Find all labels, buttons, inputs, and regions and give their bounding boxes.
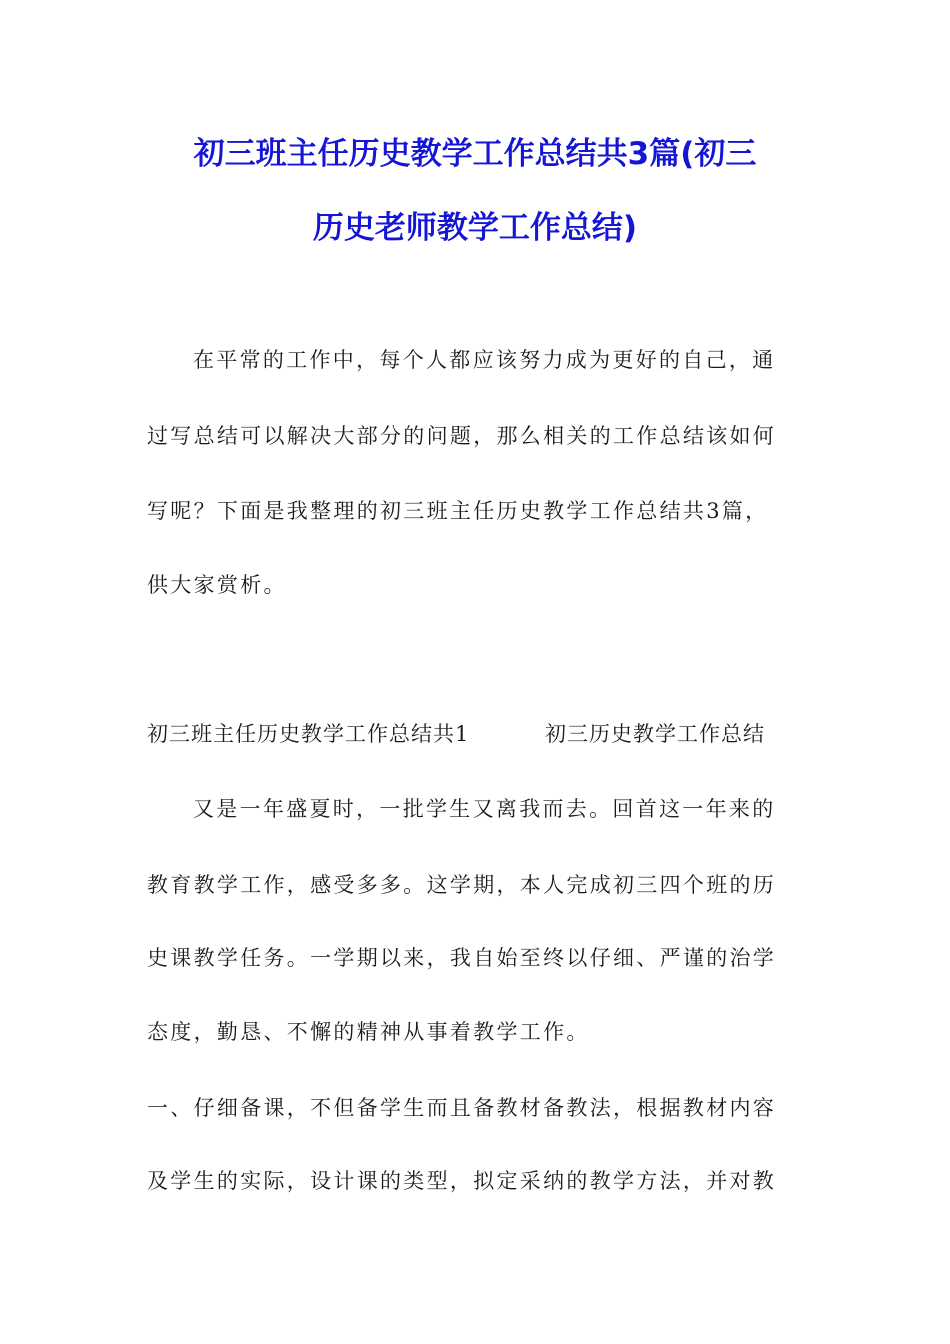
- paragraph2-line-2: 及学生的实际，设计课的类型，拟定采纳的教学方法，并对教: [147, 1169, 777, 1193]
- paragraph1-line-4: 态度，勤恳、不懈的精神从事着教学工作。: [147, 1020, 590, 1044]
- paragraph2-line-1: 一、仔细备课，不但备学生而且备教材备教法，根据教材内容: [147, 1096, 777, 1120]
- document-title-line-2: 历史老师教学工作总结): [312, 210, 638, 246]
- document-title-line-1: 初三班主任历史教学工作总结共3篇(初三: [193, 136, 757, 172]
- paragraph1-line-2: 教育教学工作，感受多多。这学期，本人完成初三四个班的历: [147, 873, 777, 897]
- section-heading-right: 初三历史教学工作总结: [545, 722, 765, 746]
- intro-line-4: 供大家赏析。: [147, 573, 287, 597]
- intro-line-1: 在平常的工作中，每个人都应该努力成为更好的自己，通: [193, 348, 776, 372]
- paragraph1-line-1: 又是一年盛夏时，一批学生又离我而去。回首这一年来的: [193, 797, 776, 821]
- intro-line-3: 写呢？下面是我整理的初三班主任历史教学工作总结共3篇，: [147, 499, 769, 523]
- paragraph1-line-3: 史课教学任务。一学期以来，我自始至终以仔细、严谨的治学: [147, 946, 777, 970]
- intro-line-2: 过写总结可以解决大部分的问题，那么相关的工作总结该如何: [147, 424, 777, 448]
- section-heading-left: 初三班主任历史教学工作总结共1: [147, 722, 470, 746]
